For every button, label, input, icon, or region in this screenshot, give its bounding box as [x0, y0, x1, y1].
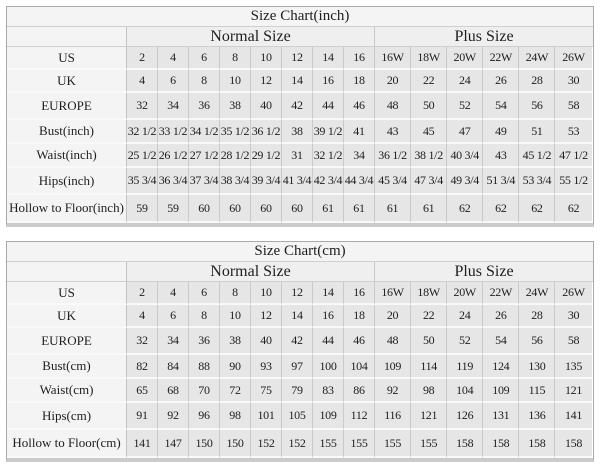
- size-value-cell: 6: [158, 70, 189, 93]
- size-value-cell: 49 3/4: [447, 168, 483, 195]
- size-value-cell: 75: [251, 379, 282, 403]
- table-row: [7, 70, 593, 93]
- size-value-cell: 40: [251, 93, 282, 120]
- size-value-cell: 45: [411, 120, 447, 144]
- table-row: [7, 379, 593, 403]
- size-value-cell: 36: [189, 93, 220, 120]
- table-row: [7, 328, 593, 355]
- size-value-cell: 96: [189, 403, 220, 430]
- size-value-cell: 60: [251, 195, 282, 223]
- size-value-cell: 104: [344, 355, 375, 379]
- size-value-cell: 98: [411, 379, 447, 403]
- size-value-cell: 155: [375, 430, 411, 458]
- size-value-cell: 22: [411, 305, 447, 328]
- size-group-header-row: [7, 262, 593, 282]
- size-value-cell: 4: [127, 305, 158, 328]
- size-value-cell: 112: [344, 403, 375, 430]
- size-value-cell: 28: [519, 305, 555, 328]
- size-value-cell: 61: [411, 195, 447, 223]
- size-value-cell: 141: [555, 403, 591, 430]
- size-value-cell: 62: [555, 195, 591, 223]
- row-label: UK: [7, 305, 127, 328]
- size-value-cell: 20W: [447, 47, 483, 70]
- size-value-cell: 48: [375, 328, 411, 355]
- row-label: US: [7, 282, 127, 305]
- table-row: [7, 144, 593, 168]
- size-value-cell: 109: [313, 403, 344, 430]
- size-value-cell: 54: [483, 93, 519, 120]
- size-value-cell: 40 3/4: [447, 144, 483, 168]
- size-value-cell: 45 3/4: [375, 168, 411, 195]
- size-value-cell: 26 1/2: [158, 144, 189, 168]
- size-value-cell: 72: [220, 379, 251, 403]
- size-value-cell: 141: [127, 430, 158, 458]
- size-value-cell: 68: [158, 379, 189, 403]
- size-value-cell: 56: [519, 328, 555, 355]
- row-label: Hips(inch): [7, 168, 127, 195]
- size-value-cell: 16: [313, 70, 344, 93]
- size-value-cell: 38: [220, 328, 251, 355]
- table-row: [7, 195, 593, 223]
- size-value-cell: 42 3/4: [313, 168, 344, 195]
- table-row: [7, 430, 593, 458]
- size-value-cell: 25 1/2: [127, 144, 158, 168]
- size-value-cell: 58: [555, 93, 591, 120]
- size-value-cell: 16: [344, 282, 375, 305]
- size-value-cell: 158: [519, 430, 555, 458]
- size-value-cell: 46: [344, 328, 375, 355]
- size-value-cell: 24: [447, 70, 483, 93]
- normal-size-header: Normal Size: [127, 262, 375, 282]
- table-row: [7, 403, 593, 430]
- size-value-cell: 36: [189, 328, 220, 355]
- size-value-cell: 10: [220, 70, 251, 93]
- size-value-cell: 50: [411, 93, 447, 120]
- size-value-cell: 158: [447, 430, 483, 458]
- size-value-cell: 82: [127, 355, 158, 379]
- size-value-cell: 147: [158, 430, 189, 458]
- size-value-cell: 36 3/4: [158, 168, 189, 195]
- row-label: Hollow to Floor(inch): [7, 195, 127, 223]
- size-value-cell: 14: [313, 47, 344, 70]
- row-label: US: [7, 47, 127, 70]
- size-value-cell: 97: [282, 355, 313, 379]
- size-value-cell: 101: [251, 403, 282, 430]
- size-value-cell: 27 1/2: [189, 144, 220, 168]
- size-value-cell: 43: [483, 144, 519, 168]
- size-value-cell: 8: [220, 282, 251, 305]
- size-value-cell: 2: [127, 47, 158, 70]
- size-value-cell: 38 1/2: [411, 144, 447, 168]
- size-value-cell: 46: [344, 93, 375, 120]
- size-value-cell: 44: [313, 328, 344, 355]
- size-value-cell: 38: [282, 120, 313, 144]
- size-value-cell: 12: [282, 282, 313, 305]
- size-value-cell: 124: [483, 355, 519, 379]
- size-value-cell: 20W: [447, 282, 483, 305]
- size-value-cell: 62: [519, 195, 555, 223]
- size-value-cell: 155: [411, 430, 447, 458]
- size-value-cell: 30: [555, 305, 591, 328]
- row-label: UK: [7, 70, 127, 93]
- header-spacer-cell: [7, 262, 127, 282]
- size-value-cell: 10: [251, 47, 282, 70]
- size-value-cell: 54: [483, 328, 519, 355]
- size-value-cell: 135: [555, 355, 591, 379]
- size-value-cell: 16W: [375, 282, 411, 305]
- size-value-cell: 20: [375, 70, 411, 93]
- size-value-cell: 32: [127, 328, 158, 355]
- size-value-cell: 93: [251, 355, 282, 379]
- size-value-cell: 10: [251, 282, 282, 305]
- size-value-cell: 60: [282, 195, 313, 223]
- size-value-cell: 14: [313, 282, 344, 305]
- size-value-cell: 62: [483, 195, 519, 223]
- size-value-cell: 28: [519, 70, 555, 93]
- size-value-cell: 53: [555, 120, 591, 144]
- size-value-cell: 38: [220, 93, 251, 120]
- size-value-cell: 58: [555, 328, 591, 355]
- table-title-row: [7, 242, 593, 262]
- size-value-cell: 119: [447, 355, 483, 379]
- size-value-cell: 4: [158, 282, 189, 305]
- size-value-cell: 44 3/4: [344, 168, 375, 195]
- size-value-cell: 150: [189, 430, 220, 458]
- size-value-cell: 4: [158, 47, 189, 70]
- size-value-cell: 155: [313, 430, 344, 458]
- row-label: Waist(cm): [7, 379, 127, 403]
- size-value-cell: 26W: [555, 282, 591, 305]
- size-value-cell: 42: [282, 93, 313, 120]
- size-value-cell: 131: [483, 403, 519, 430]
- size-value-cell: 52: [447, 328, 483, 355]
- size-value-cell: 104: [447, 379, 483, 403]
- size-value-cell: 49: [483, 120, 519, 144]
- size-value-cell: 51 3/4: [483, 168, 519, 195]
- size-value-cell: 18W: [411, 282, 447, 305]
- size-value-cell: 115: [519, 379, 555, 403]
- row-label: Bust(cm): [7, 355, 127, 379]
- size-value-cell: 40: [251, 328, 282, 355]
- size-value-cell: 28 1/2: [220, 144, 251, 168]
- row-label: Hollow to Floor(cm): [7, 430, 127, 458]
- size-value-cell: 37 3/4: [189, 168, 220, 195]
- size-value-cell: 6: [189, 47, 220, 70]
- size-value-cell: 105: [282, 403, 313, 430]
- size-value-cell: 16: [344, 47, 375, 70]
- size-value-cell: 16W: [375, 47, 411, 70]
- size-value-cell: 65: [127, 379, 158, 403]
- size-chart-inch-table: [6, 6, 594, 227]
- plus-size-header: Plus Size: [375, 262, 593, 282]
- size-value-cell: 130: [519, 355, 555, 379]
- size-value-cell: 34: [158, 328, 189, 355]
- size-value-cell: 39 1/2: [313, 120, 344, 144]
- size-value-cell: 44: [313, 93, 344, 120]
- size-value-cell: 50: [411, 328, 447, 355]
- size-value-cell: 2: [127, 282, 158, 305]
- size-value-cell: 109: [375, 355, 411, 379]
- size-value-cell: 34 1/2: [189, 120, 220, 144]
- size-value-cell: 47 1/2: [555, 144, 591, 168]
- size-value-cell: 126: [447, 403, 483, 430]
- table-row: [7, 305, 593, 328]
- size-value-cell: 38 3/4: [220, 168, 251, 195]
- table-row: [7, 168, 593, 195]
- row-label: Hips(cm): [7, 403, 127, 430]
- size-value-cell: 88: [189, 355, 220, 379]
- row-label: EUROPE: [7, 328, 127, 355]
- size-value-cell: 31: [282, 144, 313, 168]
- size-value-cell: 12: [251, 305, 282, 328]
- size-value-cell: 32 1/2: [313, 144, 344, 168]
- size-value-cell: 155: [344, 430, 375, 458]
- size-value-cell: 22: [411, 70, 447, 93]
- table-row: [7, 355, 593, 379]
- size-value-cell: 14: [282, 305, 313, 328]
- size-value-cell: 41 3/4: [282, 168, 313, 195]
- size-value-cell: 10: [220, 305, 251, 328]
- size-value-cell: 8: [220, 47, 251, 70]
- size-value-cell: 43: [375, 120, 411, 144]
- size-value-cell: 12: [251, 70, 282, 93]
- size-value-cell: 116: [375, 403, 411, 430]
- size-value-cell: 26W: [555, 47, 591, 70]
- size-value-cell: 8: [189, 70, 220, 93]
- size-value-cell: 30: [555, 70, 591, 93]
- size-value-cell: 29 1/2: [251, 144, 282, 168]
- size-value-cell: 55 1/2: [555, 168, 591, 195]
- size-value-cell: 109: [483, 379, 519, 403]
- size-value-cell: 24W: [519, 282, 555, 305]
- size-value-cell: 16: [313, 305, 344, 328]
- size-value-cell: 35 1/2: [220, 120, 251, 144]
- size-value-cell: 32 1/2: [127, 120, 158, 144]
- size-value-cell: 35 3/4: [127, 168, 158, 195]
- size-value-cell: 26: [483, 70, 519, 93]
- header-spacer-cell: [7, 27, 127, 47]
- size-value-cell: 42: [282, 328, 313, 355]
- size-value-cell: 100: [313, 355, 344, 379]
- size-value-cell: 158: [555, 430, 591, 458]
- size-value-cell: 34: [158, 93, 189, 120]
- size-value-cell: 121: [411, 403, 447, 430]
- size-value-cell: 18: [344, 70, 375, 93]
- size-value-cell: 32: [127, 93, 158, 120]
- size-value-cell: 39 3/4: [251, 168, 282, 195]
- size-value-cell: 62: [447, 195, 483, 223]
- size-value-cell: 98: [220, 403, 251, 430]
- size-value-cell: 150: [220, 430, 251, 458]
- size-value-cell: 12: [282, 47, 313, 70]
- size-value-cell: 86: [344, 379, 375, 403]
- size-value-cell: 92: [158, 403, 189, 430]
- size-value-cell: 52: [447, 93, 483, 120]
- size-value-cell: 70: [189, 379, 220, 403]
- size-value-cell: 33 1/2: [158, 120, 189, 144]
- size-value-cell: 8: [189, 305, 220, 328]
- size-value-cell: 18: [344, 305, 375, 328]
- size-value-cell: 152: [282, 430, 313, 458]
- size-value-cell: 48: [375, 93, 411, 120]
- size-value-cell: 136: [519, 403, 555, 430]
- row-label: EUROPE: [7, 93, 127, 120]
- size-value-cell: 20: [375, 305, 411, 328]
- size-value-cell: 41: [344, 120, 375, 144]
- table-row: [7, 120, 593, 144]
- size-value-cell: 61: [375, 195, 411, 223]
- size-value-cell: 60: [220, 195, 251, 223]
- row-label: Bust(inch): [7, 120, 127, 144]
- size-value-cell: 114: [411, 355, 447, 379]
- size-value-cell: 59: [127, 195, 158, 223]
- table-row: [7, 47, 593, 70]
- table-title: Size Chart(cm): [7, 242, 593, 262]
- size-value-cell: 36 1/2: [375, 144, 411, 168]
- size-value-cell: 22W: [483, 282, 519, 305]
- size-value-cell: 59: [158, 195, 189, 223]
- size-value-cell: 84: [158, 355, 189, 379]
- size-value-cell: 158: [483, 430, 519, 458]
- size-value-cell: 6: [189, 282, 220, 305]
- size-value-cell: 56: [519, 93, 555, 120]
- normal-size-header: Normal Size: [127, 27, 375, 47]
- size-value-cell: 36 1/2: [251, 120, 282, 144]
- table-row: [7, 282, 593, 305]
- size-value-cell: 61: [313, 195, 344, 223]
- size-value-cell: 121: [555, 379, 591, 403]
- size-value-cell: 47 3/4: [411, 168, 447, 195]
- size-value-cell: 91: [127, 403, 158, 430]
- size-value-cell: 79: [282, 379, 313, 403]
- size-value-cell: 47: [447, 120, 483, 144]
- table-row: [7, 93, 593, 120]
- row-label: Waist(inch): [7, 144, 127, 168]
- size-value-cell: 60: [189, 195, 220, 223]
- size-value-cell: 6: [158, 305, 189, 328]
- size-value-cell: 14: [282, 70, 313, 93]
- size-value-cell: 152: [251, 430, 282, 458]
- size-group-header-row: [7, 27, 593, 47]
- size-value-cell: 4: [127, 70, 158, 93]
- size-value-cell: 26: [483, 305, 519, 328]
- size-value-cell: 92: [375, 379, 411, 403]
- size-value-cell: 51: [519, 120, 555, 144]
- table-title: Size Chart(inch): [7, 7, 593, 27]
- size-chart-cm-table: [6, 241, 594, 462]
- table-title-row: [7, 7, 593, 27]
- size-value-cell: 24: [447, 305, 483, 328]
- size-value-cell: 83: [313, 379, 344, 403]
- size-value-cell: 61: [344, 195, 375, 223]
- size-value-cell: 34: [344, 144, 375, 168]
- size-value-cell: 22W: [483, 47, 519, 70]
- size-value-cell: 53 3/4: [519, 168, 555, 195]
- size-value-cell: 45 1/2: [519, 144, 555, 168]
- size-value-cell: 90: [220, 355, 251, 379]
- size-value-cell: 24W: [519, 47, 555, 70]
- size-value-cell: 18W: [411, 47, 447, 70]
- plus-size-header: Plus Size: [375, 27, 593, 47]
